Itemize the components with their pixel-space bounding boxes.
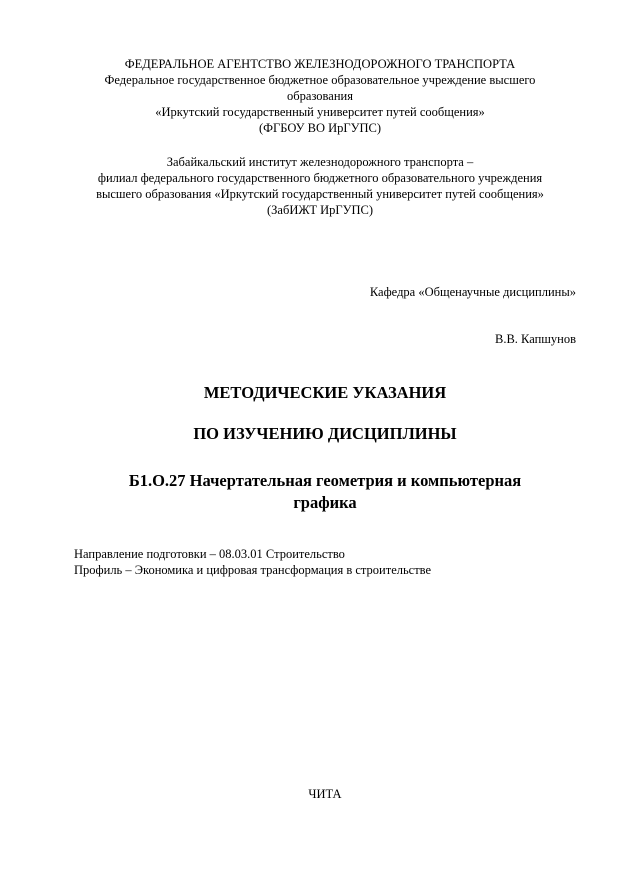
agency-header — [60, 56, 580, 136]
institute-line: Забайкальский институт железнодорожного транспорта – — [166, 155, 474, 169]
profile-line: Профиль – Экономика и цифровая трансформация в строительстве — [74, 563, 432, 577]
agency-line: ФЕДЕРАЛЬНОЕ АГЕНТСТВО ЖЕЛЕЗНОДОРОЖНОГО ТРАНСПОРТА — [124, 57, 516, 71]
institute-line: филиал федерального государственного бюджетного образовательного учреждения — [97, 171, 543, 185]
agency-line: «Иркутский государственный университет путей сообщения» — [155, 105, 485, 119]
department-name: Кафедра «Общенаучные дисциплины» — [369, 285, 576, 299]
institute-header — [60, 154, 580, 218]
author-name: В.В. Капшунов — [494, 332, 576, 346]
document-title-line-1: МЕТОДИЧЕСКИЕ УКАЗАНИЯ — [203, 383, 447, 402]
program-info — [74, 546, 431, 578]
institute-line: (ЗабИЖТ ИрГУПС) — [267, 203, 373, 217]
subject-title — [70, 470, 580, 514]
institute-line: высшего образования «Иркутский государственный университет путей сообщения» — [96, 187, 544, 201]
direction-line: Направление подготовки – 08.03.01 Строительство — [74, 547, 345, 561]
agency-line: Федеральное государственное бюджетное образовательное учреждение высшего — [104, 73, 536, 87]
subject-title-line: графика — [293, 493, 357, 512]
document-title-line-2: ПО ИЗУЧЕНИЮ ДИСЦИПЛИНЫ — [193, 424, 457, 443]
agency-line: образования — [287, 89, 353, 103]
city-name: ЧИТА — [308, 787, 342, 801]
subject-title-line: Б1.О.27 Начертательная геометрия и компьютерная — [128, 471, 522, 490]
agency-line: (ФГБОУ ВО ИрГУПС) — [258, 121, 382, 135]
